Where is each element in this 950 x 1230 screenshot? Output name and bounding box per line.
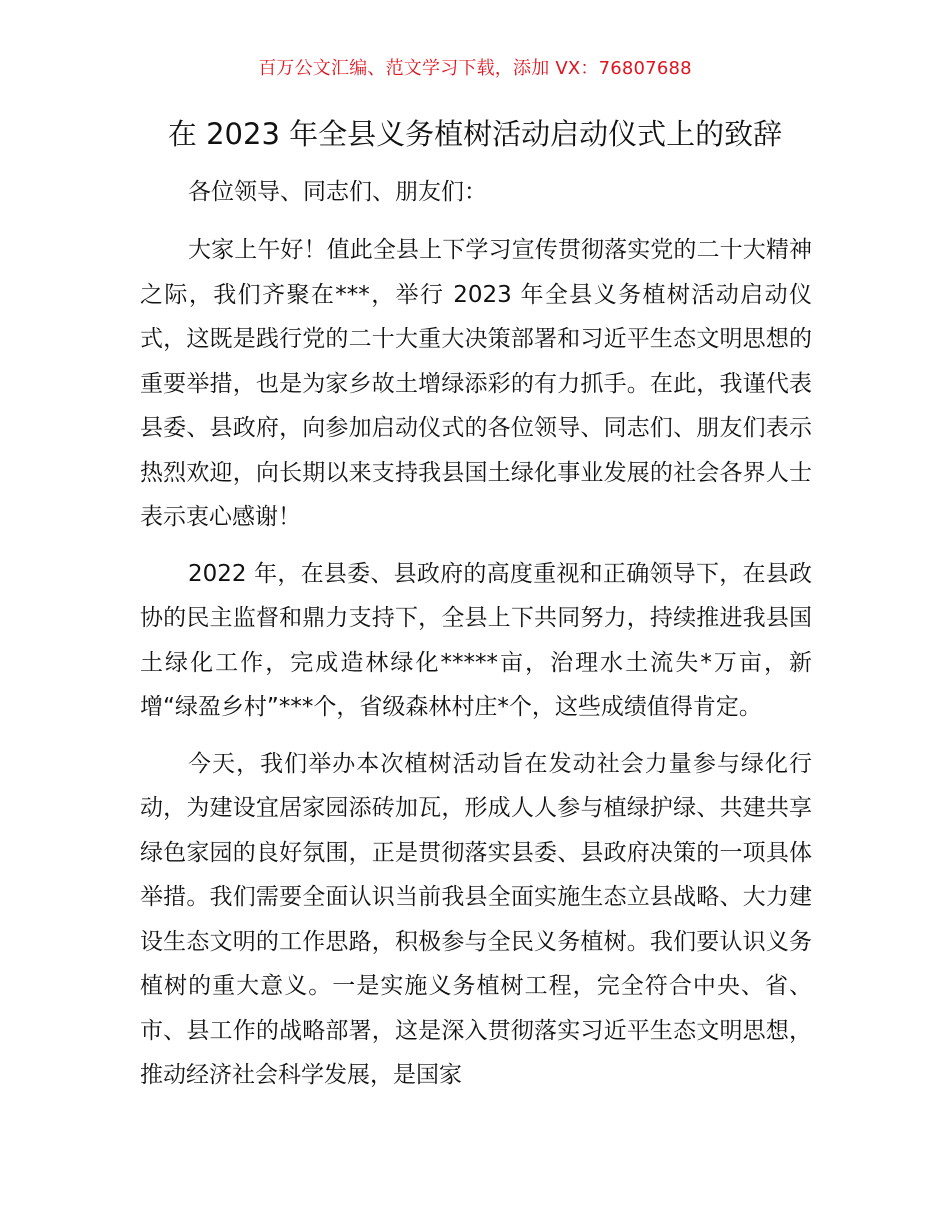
salutation: 各位领导、同志们、朋友们： bbox=[188, 179, 487, 205]
header-watermark-note: 百万公文汇编、范文学习下载，添加 VX：76807688 bbox=[258, 58, 692, 79]
document-title: 在 2023 年全县义务植树活动启动仪式上的致辞 bbox=[167, 117, 783, 151]
paragraph-greeting: 大家上午好！值此全县上下学习宣传贯彻落实党的二十大精神之际，我们齐聚在***，举行 2023 年全县义务植树活动启动仪式，这既是践行党的二十大重大决策部署和习近平生态文明思想的重要举措，也是为家乡故土增绿添彩的有力抓手。在此，我谨代表县委、县政府，向参加启动仪式的各位领导、同志们、朋友们表示热烈欢迎，向长期以来支持我县国土绿化事业发展的社会各界人士表示衷心感谢！ bbox=[140, 237, 812, 530]
document-body bbox=[140, 170, 812, 1110]
paragraph-today-activity: 今天，我们举办本次植树活动旨在发动社会力量参与绿化行动，为建设宜居家园添砖加瓦，形成人人参与植绿护绿、共建共享绿色家园的良好氛围，正是贯彻落实县委、县政府决策的一项具体举措。我们需要全面认识当前我县全面实施生态立县战略、大力建设生态文明的工作思路，积极参与全民义务植树。我们要认识义务植树的重大意义。一是实施义务植树工程，完全符合中央、省、市、县工作的战略部署，这是深入贯彻落实习近平生态文明思想，推动经济社会科学发展，是国家 bbox=[140, 750, 812, 1088]
paragraph-achievements-2022: 2022 年，在县委、县政府的高度重视和正确领导下，在县政协的民主监督和鼎力支持下，全县上下共同努力，持续推进我县国土绿化工作，完成造林绿化*****亩，治理水土流失*万亩，新增“绿盈乡村”***个，省级森林村庄*个，这些成绩值得肯定。 bbox=[140, 560, 812, 720]
